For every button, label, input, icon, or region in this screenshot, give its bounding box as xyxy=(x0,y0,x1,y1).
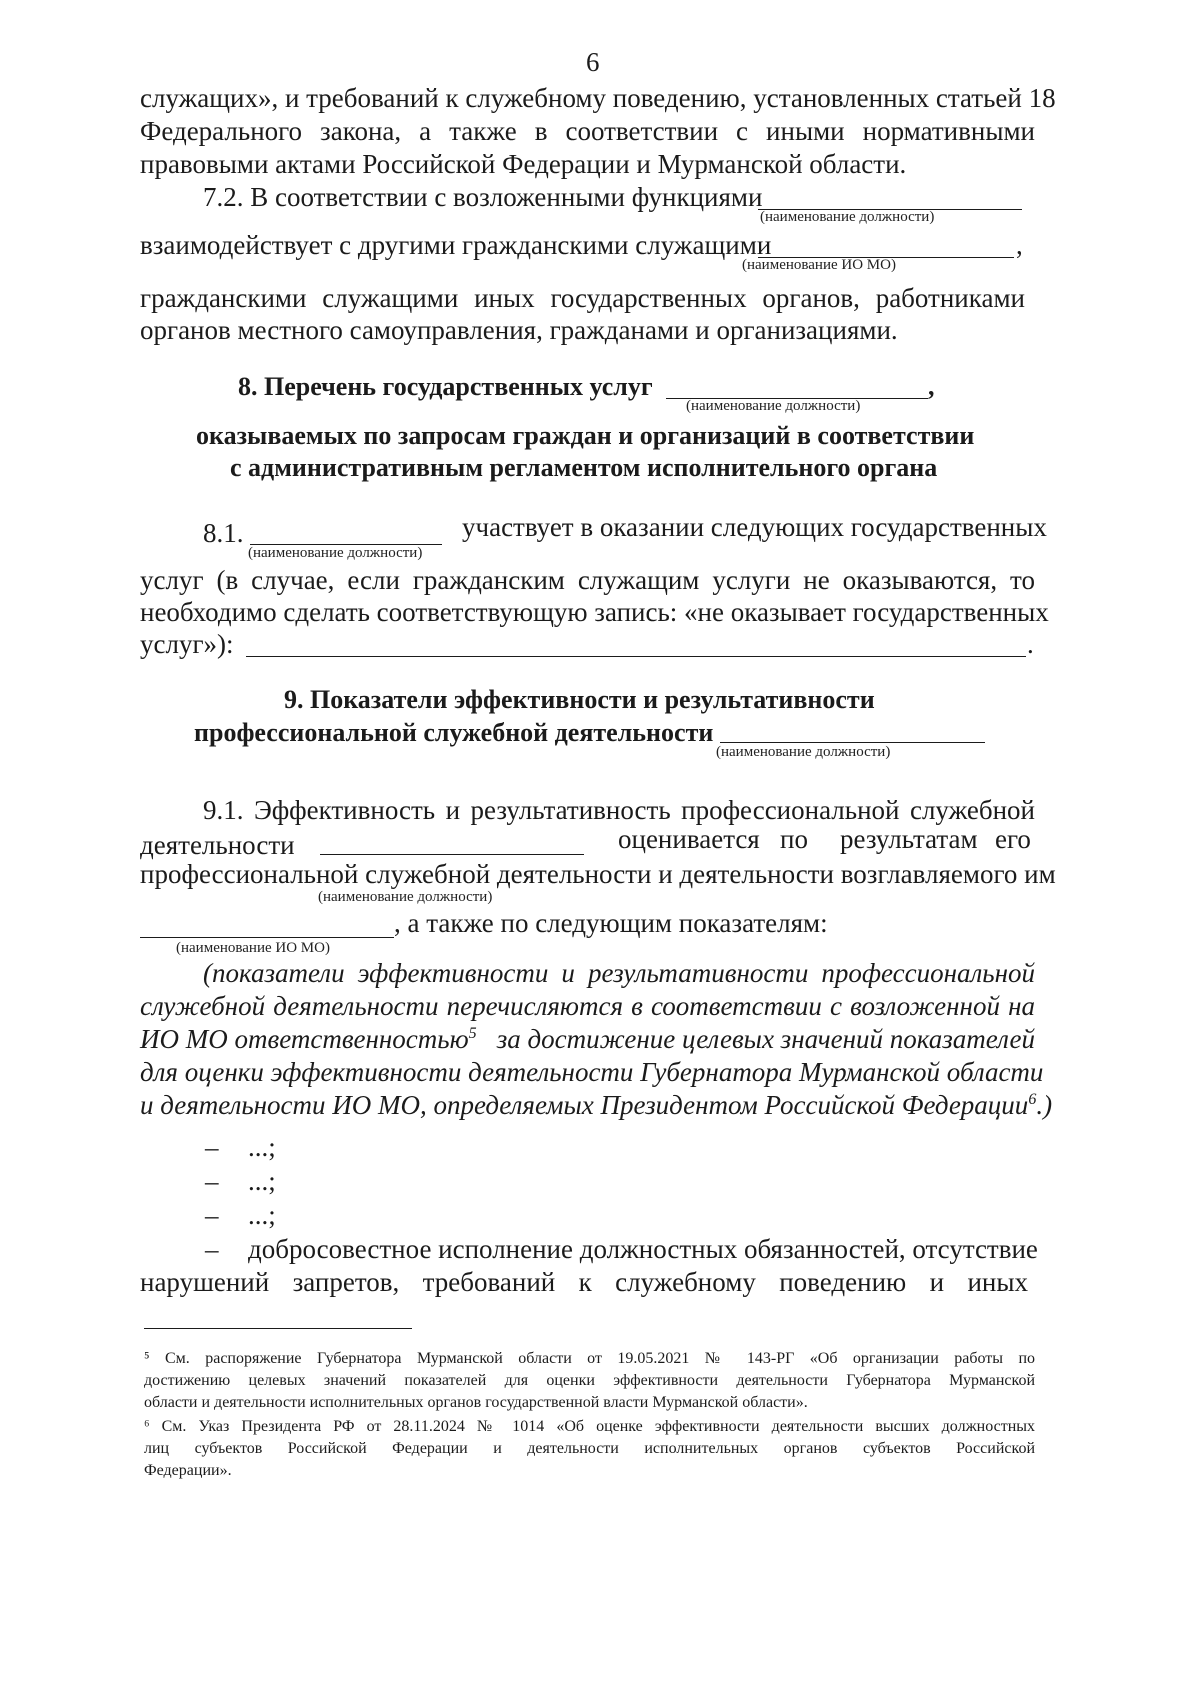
p91-line-4: , а также по следующим показателям: xyxy=(394,908,828,938)
p72-comma: , xyxy=(1016,230,1023,260)
p91-caption-position: (наименование должности) xyxy=(318,889,493,905)
p91-word-by: по xyxy=(780,824,808,854)
italic-line-3a xyxy=(140,1023,477,1055)
italic-line-5b: .) xyxy=(1036,1090,1053,1120)
italic-line-3a-text: ИО МО ответственностью xyxy=(140,1024,469,1054)
p81-line-4: услуг»): xyxy=(140,629,234,659)
list-dash-4: – xyxy=(205,1234,219,1264)
intro-line-2: Федерального закона, а также в соответствии с иными нормативными xyxy=(140,116,1035,146)
p91-caption-io: (наименование ИО МО) xyxy=(176,940,330,956)
p72-blank-position xyxy=(758,183,1022,210)
footnote-5-line-1: ⁵ См. распоряжение Губернатора Мурманской области от 19.05.2021 № 143-РГ «Об организации работы по xyxy=(144,1350,1035,1367)
intro-line-3: правовыми актами Российской Федерации и Мурманской области. xyxy=(140,149,907,179)
footnote-separator xyxy=(144,1328,412,1329)
footnote-ref-6: 6 xyxy=(1028,1091,1037,1108)
s9-blank-position xyxy=(720,716,985,743)
list-item-4-continued: нарушений запретов, требований к служебному поведению и иных xyxy=(140,1267,1028,1297)
list-dash-2: – xyxy=(205,1166,219,1196)
s8-title-3: с административным регламентом исполнительного органа xyxy=(230,453,938,482)
list-item-2: ...; xyxy=(248,1166,276,1196)
intro-line-1: служащих», и требований к служебному поведению, установленных статьей 18 xyxy=(140,83,1056,113)
p72-line-3: гражданскими служащими иных государственных органов, работниками xyxy=(140,283,1025,313)
p81-line-2: услуг (в случае, если гражданским служащим услуги не оказываются, то xyxy=(140,565,1035,595)
p81-blank-services xyxy=(246,630,1026,657)
s8-title-1: 8. Перечень государственных услуг xyxy=(238,372,653,401)
p81-number: 8.1. xyxy=(203,518,244,548)
p91-line-3: профессиональной служебной деятельности и деятельности возглавляемого им xyxy=(140,859,1056,889)
italic-line-5 xyxy=(140,1089,1052,1121)
p72-caption-position: (наименование должности) xyxy=(760,209,935,225)
p81-caption: (наименование должности) xyxy=(248,545,423,561)
p91-word-results: результатам xyxy=(840,824,978,854)
list-item-4: добросовестное исполнение должностных обязанностей, отсутствие xyxy=(248,1234,1038,1264)
p72-line-4: органов местного самоуправления, гражданами и организациями. xyxy=(140,315,898,345)
footnote-ref-5: 5 xyxy=(468,1025,477,1042)
p81-line-3: необходимо сделать соответствующую запись: «не оказывает государственных xyxy=(140,597,1049,627)
footnote-6-line-1: ⁶ См. Указ Президента РФ от 28.11.2024 № 1014 «Об оценке эффективности деятельности высших должностных xyxy=(144,1418,1035,1435)
s8-comma: , xyxy=(928,372,935,401)
list-item-1: ...; xyxy=(248,1132,276,1162)
footnote-5-line-2: достижению целевых значений показателей для оценки эффективности деятельности Губернатора Мурманской xyxy=(144,1372,1035,1389)
italic-line-1: (показатели эффективности и результативности профессиональной xyxy=(203,958,1035,988)
p81-dot: . xyxy=(1027,629,1034,659)
p91-word-activity: деятельности xyxy=(140,830,295,860)
italic-line-2: служебной деятельности перечисляются в соответствии с возложенной на xyxy=(140,991,1035,1021)
p91-line-1: 9.1. Эффективность и результативность профессиональной служебной xyxy=(203,795,1035,825)
italic-line-4: для оценки эффективности деятельности Губернатора Мурманской области xyxy=(140,1057,1044,1087)
p72-caption-io: (наименование ИО МО) xyxy=(742,257,896,273)
list-item-3: ...; xyxy=(248,1200,276,1230)
p91-blank-io xyxy=(140,911,394,938)
italic-line-5a: и деятельности ИО МО, определяемых Президентом Российской Федерации xyxy=(140,1090,1029,1120)
p81-text-1: участвует в оказании следующих государственных xyxy=(462,512,1047,542)
p72-line-1: 7.2. В соответствии с возложенными функциями xyxy=(203,182,763,212)
s8-caption: (наименование должности) xyxy=(686,398,861,414)
s8-blank-position xyxy=(666,372,928,399)
p81-blank-position xyxy=(250,518,442,545)
italic-line-3b: за достижение целевых значений показателей xyxy=(496,1024,1035,1054)
p91-blank-position xyxy=(320,828,584,855)
list-dash-3: – xyxy=(205,1200,219,1230)
list-dash-1: – xyxy=(205,1132,219,1162)
s9-caption: (наименование должности) xyxy=(716,744,891,760)
page-number: 6 xyxy=(586,47,600,77)
s9-title-2: профессиональной служебной деятельности xyxy=(194,718,714,747)
italic-line-3 xyxy=(140,1023,1035,1055)
footnote-5-line-3: области и деятельности исполнительных органов государственной власти Мурманской области». xyxy=(144,1394,808,1411)
p91-word-his: его xyxy=(995,824,1031,854)
footnote-6-line-2: лиц субъектов Российской Федерации и деятельности исполнительных органов субъектов Российской xyxy=(144,1440,1035,1457)
p72-blank-io xyxy=(758,231,1014,258)
p72-line-2: взаимодействует с другими гражданскими служащими xyxy=(140,230,772,260)
footnote-6-line-3: Федерации». xyxy=(144,1462,232,1479)
s8-title-2: оказываемых по запросам граждан и организаций в соответствии xyxy=(196,421,975,450)
s9-title-1: 9. Показатели эффективности и результативности xyxy=(284,685,875,714)
p91-word-evaluated: оценивается xyxy=(618,824,760,854)
